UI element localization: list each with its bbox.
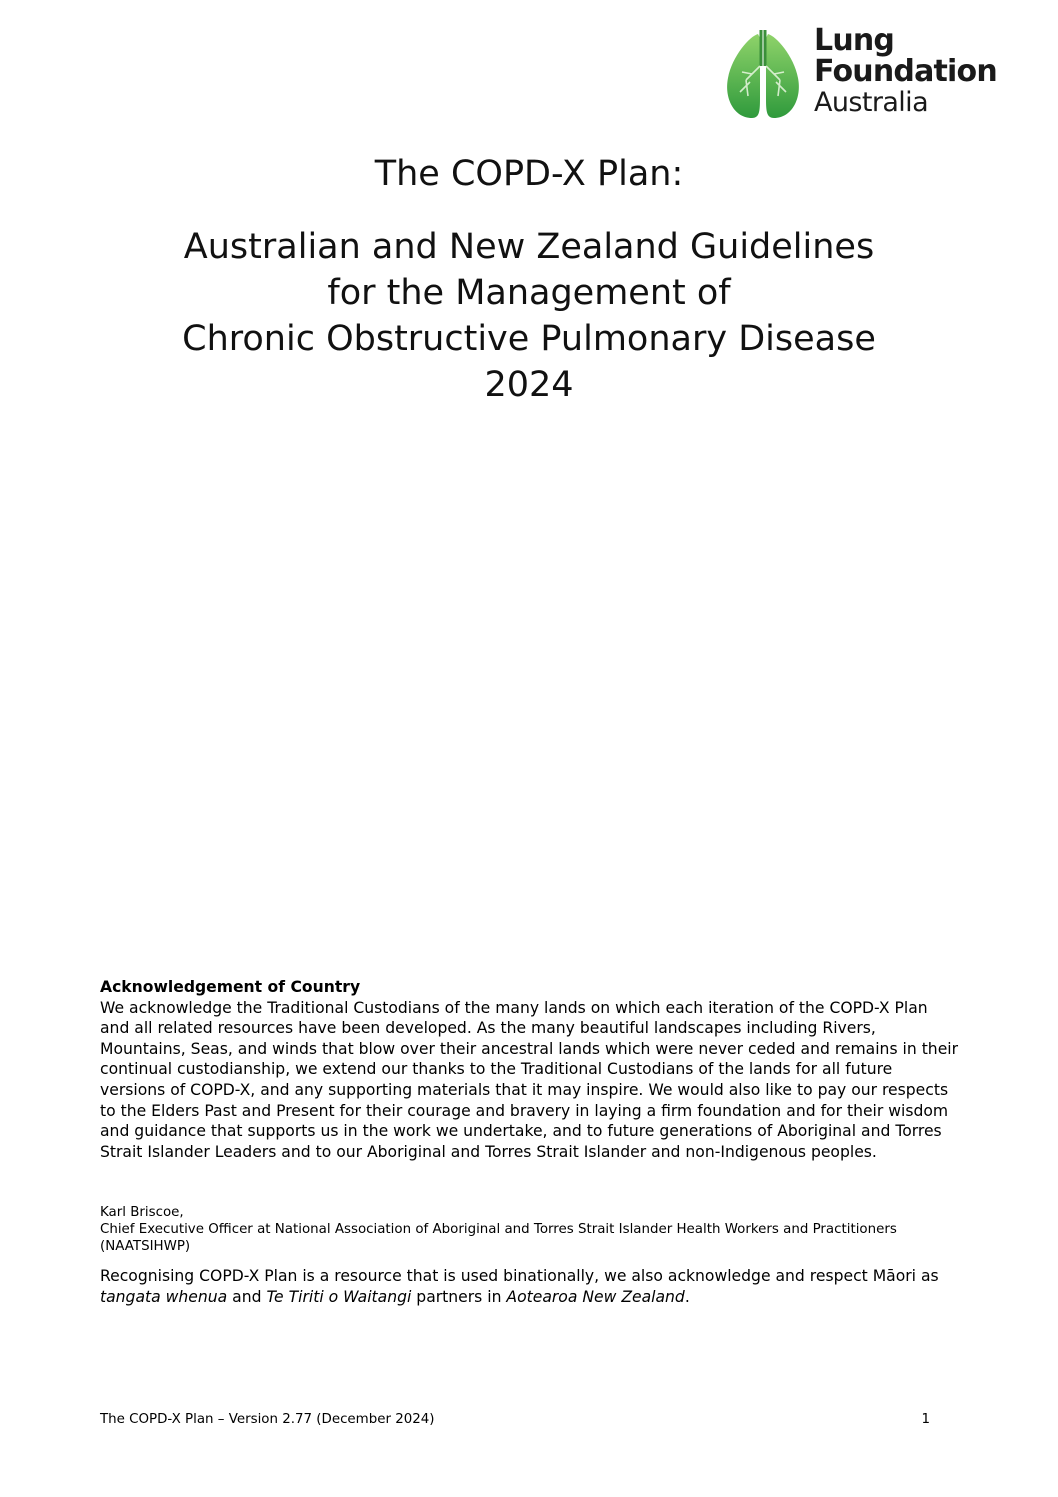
maori-text-3: partners in <box>411 1287 507 1306</box>
footer-version: The COPD-X Plan – Version 2.77 (December 2024) <box>100 1412 435 1427</box>
document-title: The COPD-X Plan: <box>374 154 684 194</box>
subtitle-line-1: Australian and New Zealand Guidelines <box>183 227 875 267</box>
logo-wordmark <box>814 23 997 118</box>
acknowledgement-section <box>100 977 960 1162</box>
maori-italic-3: Aotearoa New Zealand <box>506 1287 685 1306</box>
lung-foundation-logo <box>722 23 1022 122</box>
lungs-icon <box>722 26 806 122</box>
subtitle-line-3: Chronic Obstructive Pulmonary Disease <box>182 319 876 359</box>
maori-text-1: Recognising COPD-X Plan is a resource that is used binationally, we also acknowledge and respect Māori as <box>100 1267 939 1285</box>
maori-italic-1: tangata whenua <box>100 1287 228 1306</box>
acknowledgement-body: We acknowledge the Traditional Custodians of the many lands on which each iteration of the COPD-X Plan and all related resources have been developed. As the many beautiful landscapes including Rivers, Mountains, Seas, and winds that blow over their ancestral lands which were never ceded and remains in their continual custodianship, we extend our thanks to the Traditional Custodians of the lands for all future versions of COPD-X, and any supporting materials that it may inspire. We would also like to pay our respects to the Elders Past and Present for their courage and bravery in laying a firm foundation and for their wisdom and guidance that supports us in the work we undertake, and to future generations of Aboriginal and Torres Strait Islander Leaders and to our Aboriginal and Torres Strait Islander and non-Indigenous peoples. <box>100 998 959 1161</box>
acknowledgement-heading: Acknowledgement of Country <box>100 978 361 996</box>
maori-text-2: and <box>227 1287 267 1306</box>
maori-italic-2: Te Tiriti o Waitangi <box>266 1287 412 1306</box>
logo-line-lung: Lung <box>814 23 895 58</box>
subtitle-line-2: for the Management of <box>327 273 731 313</box>
signature-name: Karl Briscoe, <box>100 1205 184 1220</box>
logo-line-australia: Australia <box>814 87 929 118</box>
signature-block <box>100 1204 960 1255</box>
signature-role: Chief Executive Officer at National Association of Aboriginal and Torres Strait Islander Health Workers and Practitioners (NAATSIHWP) <box>100 1222 897 1254</box>
subtitle-year: 2024 <box>484 365 574 405</box>
maori-acknowledgement <box>100 1266 960 1307</box>
document-subtitle <box>0 224 1058 408</box>
maori-text-4: . <box>684 1287 690 1306</box>
page-number: 1 <box>921 1412 930 1427</box>
logo-line-foundation: Foundation <box>814 54 997 89</box>
